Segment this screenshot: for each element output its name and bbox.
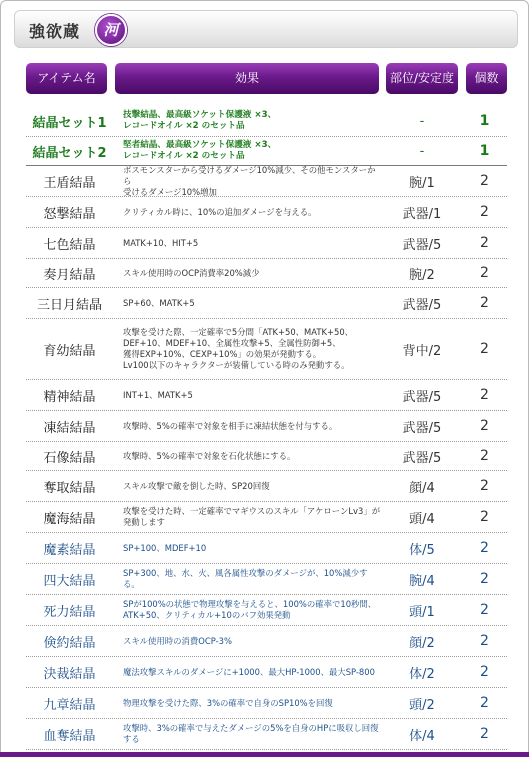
item-name-text: 決裁結晶 [43,666,96,682]
item-name-text: 凍結結晶 [43,420,96,436]
item-effect-text: INT+1、MATK+5 [123,389,193,400]
item-position-text: 頭/4 [409,511,435,527]
item-count-text: 2 [480,204,489,220]
item-count [462,471,507,501]
item-position-text: 武器/5 [402,389,442,405]
item-position [382,657,462,687]
item-name-text: 王盾結晶 [43,175,96,191]
item-name-text: 石像結晶 [43,450,96,466]
item-name [26,288,113,318]
item-name-text: 三日月結晶 [36,297,102,313]
item-effect [123,106,381,136]
item-name [26,719,113,749]
item-count [462,595,507,625]
item-name-text: 魔海結晶 [43,511,96,527]
item-name-text: 結晶セット2 [32,145,107,161]
table-row [26,442,507,471]
item-position-text: 体/2 [409,666,435,682]
item-effect [123,719,381,749]
item-count [462,228,507,258]
table-row [26,564,507,595]
item-name [26,657,113,687]
item-position [382,502,462,532]
item-name-text: 血奪結晶 [43,728,96,744]
header-position: 部位/安定度 [386,63,458,94]
item-position [382,471,462,501]
item-position [382,719,462,749]
table-row [26,380,507,411]
item-name [26,626,113,656]
item-name [26,564,113,594]
item-position [382,288,462,318]
page-title: 強欲蔵 [29,22,81,41]
item-count-text: 2 [480,602,489,618]
item-name-text: 奏月結晶 [43,267,96,283]
item-position [382,533,462,563]
item-count-text: 2 [480,387,489,403]
item-position [382,626,462,656]
item-effect [123,688,381,718]
item-effect-text: SP+100、MDEF+10 [123,542,207,553]
item-position [382,595,462,625]
item-position-text: 武器/5 [402,297,442,313]
item-effect-text: 攻撃時、5%の確率で対象を石化状態にする。 [123,450,296,461]
item-count-text: 2 [480,418,489,434]
item-count [462,533,507,563]
item-count-text: 2 [480,341,489,357]
item-position-text: 頭/1 [409,604,435,620]
item-effect-text: スキル攻撃で敵を倒した時、SP20回復 [123,480,270,491]
table-row [26,259,507,288]
item-position-text: 体/5 [409,542,435,558]
item-name [26,380,113,410]
item-effect [123,380,381,410]
item-count-text: 2 [480,235,489,251]
item-effect-text: クリティカル時に、10%の追加ダメージを与える。 [123,206,317,217]
item-table [26,106,507,750]
item-effect-text: 攻撃時、3%の確率で与えたダメージの5%を自身のHPに吸収し回復 する [123,723,379,744]
item-effect-text: MATK+10、HIT+5 [123,237,199,248]
table-row [26,228,507,259]
table-row [26,657,507,688]
item-position-text: 腕/2 [409,267,435,283]
item-count-text: 2 [480,540,489,556]
item-effect-text: SPが100%の状態で物理攻撃を与えると、100%の確率で10秒間、 ATK+50、クリティカル+10のバフ効果発動 [123,599,377,620]
item-effect [123,411,381,441]
item-effect-text: ボスモンスターから受けるダメージ10%減少、その他モンスターから 受けるダメージ10%増加 [123,164,376,197]
table-row [26,595,507,626]
item-position-text: 顔/2 [409,635,435,651]
table-row [26,166,507,197]
item-name-text: 倹約結晶 [43,635,96,651]
item-name [26,502,113,532]
item-name [26,411,113,441]
item-count-text: 2 [480,695,489,711]
item-name [26,533,113,563]
header-effect: 効果 [115,63,379,94]
item-name-text: 精神結晶 [43,389,96,405]
item-count-text: 2 [480,633,489,649]
table-row [26,719,507,750]
item-effect-text: 技撃結晶、最高級ソケット保護液 ×3、 レコードオイル ×2 のセット品 [123,110,277,131]
item-count [462,137,507,165]
item-count [462,166,507,196]
item-effect [123,166,381,196]
item-position [382,380,462,410]
table-row [26,319,507,380]
item-name-text: 四大結晶 [43,573,96,589]
item-position [382,319,462,379]
header-count: 個数 [466,63,507,94]
item-count [462,502,507,532]
item-effect-text: SP+300、地、水、火、風各属性攻撃のダメージが、10%減少する。 [123,568,368,589]
item-position [382,564,462,594]
item-count [462,564,507,594]
item-count [462,319,507,379]
item-effect [123,319,381,379]
item-effect [123,471,381,501]
river-badge-icon: 河 [95,14,127,46]
item-count [462,411,507,441]
item-effect-text: SP+60、MATK+5 [123,297,195,308]
item-name [26,228,113,258]
item-position [382,197,462,227]
item-count-text: 2 [480,726,489,742]
item-effect [123,564,381,594]
item-effect [123,197,381,227]
item-name [26,595,113,625]
item-effect-text: 攻撃を受けた時、一定確率でマギウスのスキル「アケローンLv3」が 発動します [123,506,381,527]
item-count-text: 1 [479,143,490,159]
item-position [382,228,462,258]
item-count-text: 2 [480,478,489,494]
item-effect-text: 攻撃時、5%の確率で対象を相手に凍結状態を付与する。 [123,420,338,431]
item-name [26,106,113,136]
item-position-text: 武器/5 [402,237,442,253]
item-name [26,197,113,227]
item-name [26,442,113,470]
item-position [382,442,462,470]
item-position-text: 武器/5 [402,420,442,436]
item-count-text: 2 [480,295,489,311]
item-effect [123,626,381,656]
item-name [26,319,113,379]
item-effect [123,137,381,165]
item-name [26,137,113,165]
table-row [26,471,507,502]
item-effect-text: 堅者結晶、最高級ソケット保護液 ×3、 レコードオイル ×2 のセット品 [123,140,277,161]
item-count [462,259,507,287]
item-position-text: 頭/2 [409,697,435,713]
item-count [462,719,507,749]
item-count-text: 1 [479,113,490,129]
item-position [382,106,462,136]
item-count [462,657,507,687]
item-position-text: 腕/1 [409,175,435,191]
item-effect-text: 魔法攻撃スキルのダメージに+1000、最大HP-1000、最大SP-800 [123,666,375,677]
item-position-text: - [419,113,425,129]
item-effect [123,657,381,687]
item-position-text: 顔/4 [409,480,435,496]
title-bar [14,10,518,48]
item-name [26,471,113,501]
item-effect [123,288,381,318]
bottom-accent-bar [0,752,529,757]
item-name-text: 魔素結晶 [43,542,96,558]
item-effect-text: 物理攻撃を受けた際、3%の確率で自身のSP10%を回復 [123,697,333,708]
item-position-text: 武器/1 [402,206,442,222]
item-effect [123,228,381,258]
table-row [26,197,507,228]
item-name-text: 結晶セット1 [32,115,107,131]
item-name-text: 七色結晶 [43,237,96,253]
item-position [382,411,462,441]
table-row [26,626,507,657]
item-count [462,288,507,318]
item-name [26,259,113,287]
item-count-text: 2 [480,571,489,587]
item-count [462,197,507,227]
item-effect [123,502,381,532]
item-effect-text: スキル使用時の消費OCP-3% [123,635,232,646]
table-row [26,288,507,319]
item-count-text: 2 [480,509,489,525]
table-row [26,533,507,564]
item-position [382,259,462,287]
item-count [462,106,507,136]
item-count-text: 2 [480,173,489,189]
table-row [26,502,507,533]
table-row [26,106,507,137]
item-count [462,380,507,410]
item-name-text: 怒撃結晶 [43,206,96,222]
item-effect-text: 攻撃を受けた際、一定確率で5分間「ATK+50、MATK+50、 DEF+10、MDEF+10、全属性攻撃+5、全属性防御+5、 獲得EXP+10%、CEXP+10%」の効果が発動する。 Lv100以下のキャラクターが装備している時のみ発動する。 [123,327,354,370]
item-effect [123,442,381,470]
item-effect [123,595,381,625]
item-position-text: 背中/2 [402,343,442,359]
item-count [462,442,507,470]
item-position [382,688,462,718]
item-name-text: 奪取結晶 [43,480,96,496]
item-name-text: 九章結晶 [43,697,96,713]
item-name-text: 死力結晶 [43,604,96,620]
table-row [26,137,507,166]
item-name [26,166,113,196]
item-position-text: 腕/4 [409,573,435,589]
item-position-text: 体/4 [409,728,435,744]
item-count-text: 2 [480,448,489,464]
item-position-text: - [419,143,425,159]
item-count-text: 2 [480,265,489,281]
item-count [462,688,507,718]
item-position-text: 武器/5 [402,450,442,466]
item-name [26,688,113,718]
item-position [382,137,462,165]
item-name-text: 育幼結晶 [43,343,96,359]
item-position [382,166,462,196]
item-effect [123,533,381,563]
item-effect [123,259,381,287]
table-row [26,688,507,719]
item-count [462,626,507,656]
header-item-name: アイテム名 [26,63,107,94]
item-count-text: 2 [480,664,489,680]
item-effect-text: スキル使用時のOCP消費率20%減少 [123,267,260,278]
table-row [26,411,507,442]
